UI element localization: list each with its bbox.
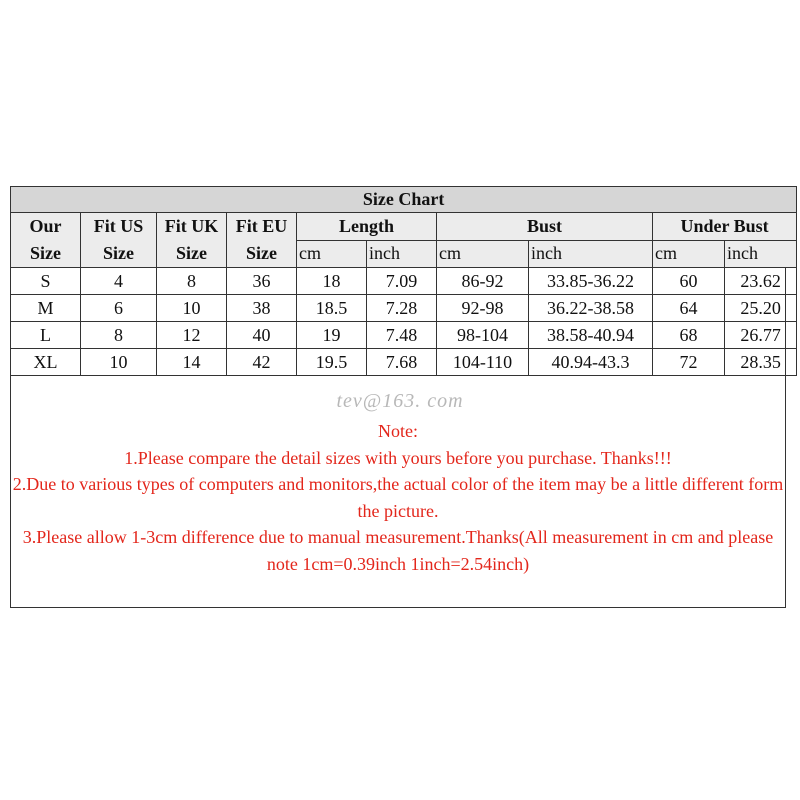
bust-unit-inch: inch — [529, 240, 653, 268]
notes-heading: Note: — [378, 421, 418, 441]
bust-cm-cell: 98-104 — [437, 322, 529, 349]
header-our-size-line1: Our — [29, 216, 62, 236]
header-fit-eu-line2: Size — [246, 243, 277, 263]
under-bust-cm-cell: 60 — [653, 268, 725, 295]
length-inch-cell: 7.09 — [367, 268, 437, 295]
bust-cm-cell: 86-92 — [437, 268, 529, 295]
table-row-l — [11, 322, 797, 349]
length-inch-cell: 7.28 — [367, 295, 437, 322]
header-fit-eu-line1: Fit EU — [235, 216, 288, 236]
bust-inch-cell: 33.85-36.22 — [529, 268, 653, 295]
under-bust-inch-cell: 26.77 — [725, 322, 797, 349]
under-bust-cm-cell: 68 — [653, 322, 725, 349]
fit-eu-cell: 36 — [227, 268, 297, 295]
fit-eu-cell: 40 — [227, 322, 297, 349]
bust-inch-cell: 38.58-40.94 — [529, 322, 653, 349]
fit-us-cell: 10 — [81, 349, 157, 376]
header-fit-us-line2: Size — [103, 243, 134, 263]
fit-uk-cell: 8 — [157, 268, 227, 295]
note-line-3: 3.Please allow 1-3cm difference due to manual measurement.Thanks(All measurement in cm and please note 1cm=0.39inch 1inch=2.54inch) — [22, 527, 774, 574]
fit-uk-cell: 10 — [157, 295, 227, 322]
under-bust-inch-cell: 23.62 — [725, 268, 797, 295]
length-unit-inch: inch — [367, 240, 437, 268]
header-fit-uk-line1: Fit UK — [164, 216, 219, 236]
header-under-bust: Under Bust — [653, 213, 797, 241]
length-inch-cell: 7.48 — [367, 322, 437, 349]
bust-unit-cm: cm — [437, 240, 529, 268]
length-cm-cell: 18.5 — [297, 295, 367, 322]
fit-uk-cell: 14 — [157, 349, 227, 376]
table-row-s — [11, 268, 797, 295]
length-inch-cell: 7.68 — [367, 349, 437, 376]
under-bust-cm-cell: 64 — [653, 295, 725, 322]
note-line-2: 2.Due to various types of computers and monitors,the actual color of the item may be a little different form the picture. — [12, 474, 784, 521]
length-cm-cell: 19.5 — [297, 349, 367, 376]
header-fit-us — [81, 213, 157, 268]
length-cm-cell: 19 — [297, 322, 367, 349]
table-row-xl — [11, 349, 797, 376]
length-cm-cell: 18 — [297, 268, 367, 295]
notes-section — [12, 418, 784, 577]
under-bust-unit-inch: inch — [725, 240, 797, 268]
bust-cm-cell: 92-98 — [437, 295, 529, 322]
fit-eu-cell: 38 — [227, 295, 297, 322]
note-line-1: 1.Please compare the detail sizes with yours before you purchase. Thanks!!! — [124, 447, 672, 468]
size-chart-table — [10, 186, 797, 376]
fit-eu-cell: 42 — [227, 349, 297, 376]
size-chart-title: Size Chart — [11, 187, 797, 213]
length-unit-cm: cm — [297, 240, 367, 268]
under-bust-inch-cell: 28.35 — [725, 349, 797, 376]
bust-inch-cell: 40.94-43.3 — [529, 349, 653, 376]
table-row-m — [11, 295, 797, 322]
bust-inch-cell: 36.22-38.58 — [529, 295, 653, 322]
fit-us-cell: 6 — [81, 295, 157, 322]
watermark: tev@163. com — [336, 390, 464, 412]
size-cell: XL — [11, 349, 81, 376]
fit-us-cell: 8 — [81, 322, 157, 349]
header-fit-us-line1: Fit US — [93, 216, 144, 236]
header-our-size-line2: Size — [30, 243, 61, 263]
under-bust-inch-cell: 25.20 — [725, 295, 797, 322]
under-bust-cm-cell: 72 — [653, 349, 725, 376]
header-bust: Bust — [437, 213, 653, 241]
size-cell: S — [11, 268, 81, 295]
header-our-size — [11, 213, 81, 268]
fit-uk-cell: 12 — [157, 322, 227, 349]
header-fit-uk — [157, 213, 227, 268]
header-fit-uk-line2: Size — [176, 243, 207, 263]
header-length: Length — [297, 213, 437, 241]
fit-us-cell: 4 — [81, 268, 157, 295]
header-fit-eu — [227, 213, 297, 268]
bust-cm-cell: 104-110 — [437, 349, 529, 376]
under-bust-unit-cm: cm — [653, 240, 725, 268]
size-cell: L — [11, 322, 81, 349]
size-cell: M — [11, 295, 81, 322]
